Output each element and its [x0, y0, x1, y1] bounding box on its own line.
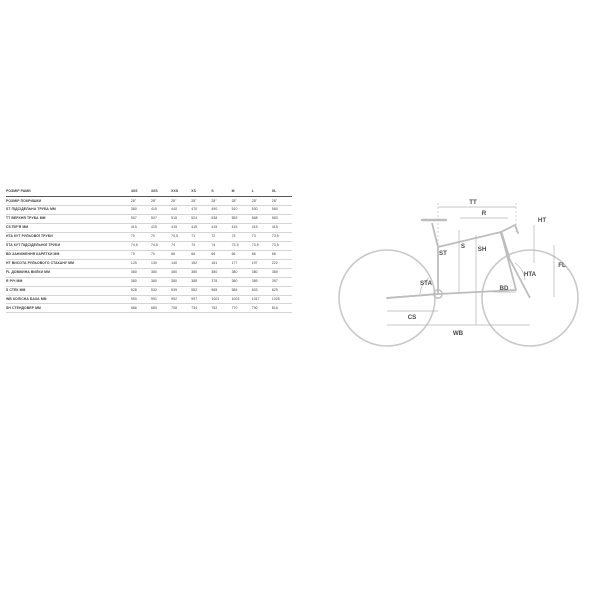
cell: 415	[131, 224, 151, 233]
cell: 71	[191, 233, 211, 242]
cell: 177	[232, 259, 252, 268]
cell: 560	[272, 206, 292, 215]
cell: 73,5	[252, 242, 272, 251]
cell: 524	[191, 215, 211, 224]
cell: 680	[151, 304, 171, 313]
cell: 73,5	[232, 242, 252, 251]
cell: 770	[232, 304, 252, 313]
cell: 28"	[131, 197, 151, 206]
cell: 380	[151, 268, 171, 277]
chainstay-line	[387, 294, 438, 298]
cell: 73,5	[272, 242, 292, 251]
label-r: R	[481, 210, 487, 217]
column-header-xs: XS	[191, 188, 211, 197]
cell: 66	[272, 250, 292, 259]
cell: 70	[151, 233, 171, 242]
cell: 666	[131, 304, 151, 313]
table-row	[6, 295, 292, 304]
cell: 510	[232, 206, 252, 215]
cell: 140	[171, 259, 191, 268]
table-row	[6, 233, 292, 242]
cell: 380	[171, 277, 191, 286]
head-tube-line	[501, 232, 509, 258]
row-label: R РІЧ ММ	[6, 277, 131, 286]
cell: 197	[252, 259, 272, 268]
cell: 66	[171, 250, 191, 259]
cell: 388	[191, 277, 211, 286]
cell: 552	[191, 286, 211, 295]
label-st: ST	[439, 250, 447, 257]
cell: 734	[191, 304, 211, 313]
label-bd: BD	[499, 285, 509, 292]
table-header	[6, 188, 292, 197]
table-row	[6, 259, 292, 268]
cell: 380	[232, 277, 252, 286]
cell: 1025	[272, 295, 292, 304]
cell: 532	[151, 286, 171, 295]
cell: 70	[131, 250, 151, 259]
table-row	[6, 215, 292, 224]
table-row	[6, 277, 292, 286]
column-header-l: L	[252, 188, 272, 197]
label-ht: HT	[537, 217, 547, 224]
cell: 397	[272, 277, 292, 286]
row-label: CS ПІР'Я ММ	[6, 224, 131, 233]
row-label: WB КОЛІСНА БАЗА ММ	[6, 295, 131, 304]
label-sta: STA	[420, 280, 432, 287]
cell: 389	[252, 277, 272, 286]
column-header-4xs: 4XS	[131, 188, 151, 197]
cell: 816	[272, 304, 292, 313]
column-header-m: M	[232, 188, 252, 197]
cell: 507	[131, 215, 151, 224]
cell: 790	[252, 304, 272, 313]
label-wb: WB	[452, 330, 464, 337]
cell: 66	[191, 250, 211, 259]
cell: 380	[191, 268, 211, 277]
cell: 538	[211, 215, 231, 224]
handlebar-icon	[501, 225, 518, 233]
row-label: SH СТЕНДОВЕР ММ	[6, 304, 131, 313]
cell: 222	[272, 259, 292, 268]
cell: 66	[232, 250, 252, 259]
cell: 73	[232, 233, 252, 242]
cell: 66	[211, 250, 231, 259]
cell: 528	[131, 286, 151, 295]
cell: 380	[131, 268, 151, 277]
cell: 553	[232, 215, 252, 224]
cell: 28"	[191, 197, 211, 206]
cell: 440	[171, 206, 191, 215]
cell: 380	[131, 206, 151, 215]
cell: 992	[171, 295, 191, 304]
cell: 74	[211, 242, 231, 251]
cell: 28"	[171, 197, 191, 206]
cell: 125	[131, 259, 151, 268]
cell: 70	[151, 250, 171, 259]
column-header-frame-size: РОЗМІР РАМИ	[6, 188, 131, 197]
cell: 507	[151, 215, 171, 224]
row-label: РОЗМІР ПОКРИШКИ	[6, 197, 131, 206]
cell: 583	[272, 215, 292, 224]
cell: 28"	[151, 197, 171, 206]
label-cs: CS	[407, 314, 417, 321]
label-s: S	[460, 243, 466, 250]
cell: 161	[211, 259, 231, 268]
cell: 73,5	[272, 233, 292, 242]
cell: 74	[171, 242, 191, 251]
cell: 530	[252, 206, 272, 215]
cell: 28"	[211, 197, 231, 206]
row-label: BD ЗАНИЖЕННЯ КАРЕТКИ ММ	[6, 250, 131, 259]
cell: 568	[252, 215, 272, 224]
cell: 415	[252, 224, 272, 233]
column-header-xxs: XXS	[171, 188, 191, 197]
label-fl: FL	[558, 262, 566, 269]
cell: 380	[211, 268, 231, 277]
table-row	[6, 268, 292, 277]
cell: 380	[131, 277, 151, 286]
cell: 490	[211, 206, 231, 215]
bike-geometry-diagram	[330, 185, 592, 360]
cell: 28"	[272, 197, 292, 206]
table-row	[6, 197, 292, 206]
cell: 66	[252, 250, 272, 259]
label-hta: HTA	[523, 271, 537, 278]
cell: 72	[211, 233, 231, 242]
table-row	[6, 206, 292, 215]
cell: 74,5	[151, 242, 171, 251]
cell: 415	[191, 224, 211, 233]
cell: 380	[252, 268, 272, 277]
cell: 28"	[252, 197, 272, 206]
cell: 629	[272, 286, 292, 295]
cell: 752	[211, 304, 231, 313]
cell: 73	[252, 233, 272, 242]
table-header-row	[6, 188, 292, 197]
label-sh: SH	[477, 246, 487, 253]
cell: 380	[232, 268, 252, 277]
cell: 415	[151, 224, 171, 233]
row-label: FL ДОВЖИНА ВИЛКИ ММ	[6, 268, 131, 277]
cell: 70,5	[171, 233, 191, 242]
row-label: HT ВИСОТА РУЛЬОВОГО СТАКАНУ ММ	[6, 259, 131, 268]
cell: 70	[131, 233, 151, 242]
cell: 565	[211, 286, 231, 295]
cell: 415	[272, 224, 292, 233]
cell: 584	[232, 286, 252, 295]
cell: 415	[232, 224, 252, 233]
cell: 380	[171, 268, 191, 277]
cell: 708	[171, 304, 191, 313]
cell: 28"	[232, 197, 252, 206]
cell: 515	[171, 215, 191, 224]
cell: 990	[131, 295, 151, 304]
geometry-table	[6, 188, 292, 313]
row-label: HTA КУТ РУЛЬОВОЇ ТРУБИ	[6, 233, 131, 242]
cell: 380	[151, 277, 171, 286]
seat-tube-line	[432, 223, 438, 247]
table-row	[6, 286, 292, 295]
cell: 415	[171, 224, 191, 233]
cell: 1001	[211, 295, 231, 304]
label-tt: TT	[469, 199, 477, 206]
cell: 415	[211, 224, 231, 233]
row-label: TT ВЕРХНЯ ТРУБА ММ	[6, 215, 131, 224]
cell: 991	[151, 295, 171, 304]
cell: 152	[191, 259, 211, 268]
frame-outline	[387, 232, 516, 298]
cell: 378	[211, 277, 231, 286]
table-body	[6, 197, 292, 313]
cell: 380	[272, 268, 292, 277]
table-row	[6, 250, 292, 259]
cell: 603	[252, 286, 272, 295]
cell: 997	[191, 295, 211, 304]
table-row	[6, 304, 292, 313]
column-header-3xs: 3XS	[151, 188, 171, 197]
row-label: ST ПІДСІДЕЛЬНА ТРУБА ММ	[6, 206, 131, 215]
table-row	[6, 242, 292, 251]
row-label: STA КУТ ПІДСІДЕЛЬНОЇ ТРУБИ	[6, 242, 131, 251]
column-header-xl: XL	[272, 188, 292, 197]
column-header-s: S	[211, 188, 231, 197]
cell: 539	[171, 286, 191, 295]
cell: 74	[191, 242, 211, 251]
cell: 1017	[252, 295, 272, 304]
cell: 1003	[232, 295, 252, 304]
table-row	[6, 224, 292, 233]
cell: 470	[191, 206, 211, 215]
cell: 130	[151, 259, 171, 268]
row-label: S СТЕК ММ	[6, 286, 131, 295]
cell: 415	[151, 206, 171, 215]
cell: 74,5	[131, 242, 151, 251]
